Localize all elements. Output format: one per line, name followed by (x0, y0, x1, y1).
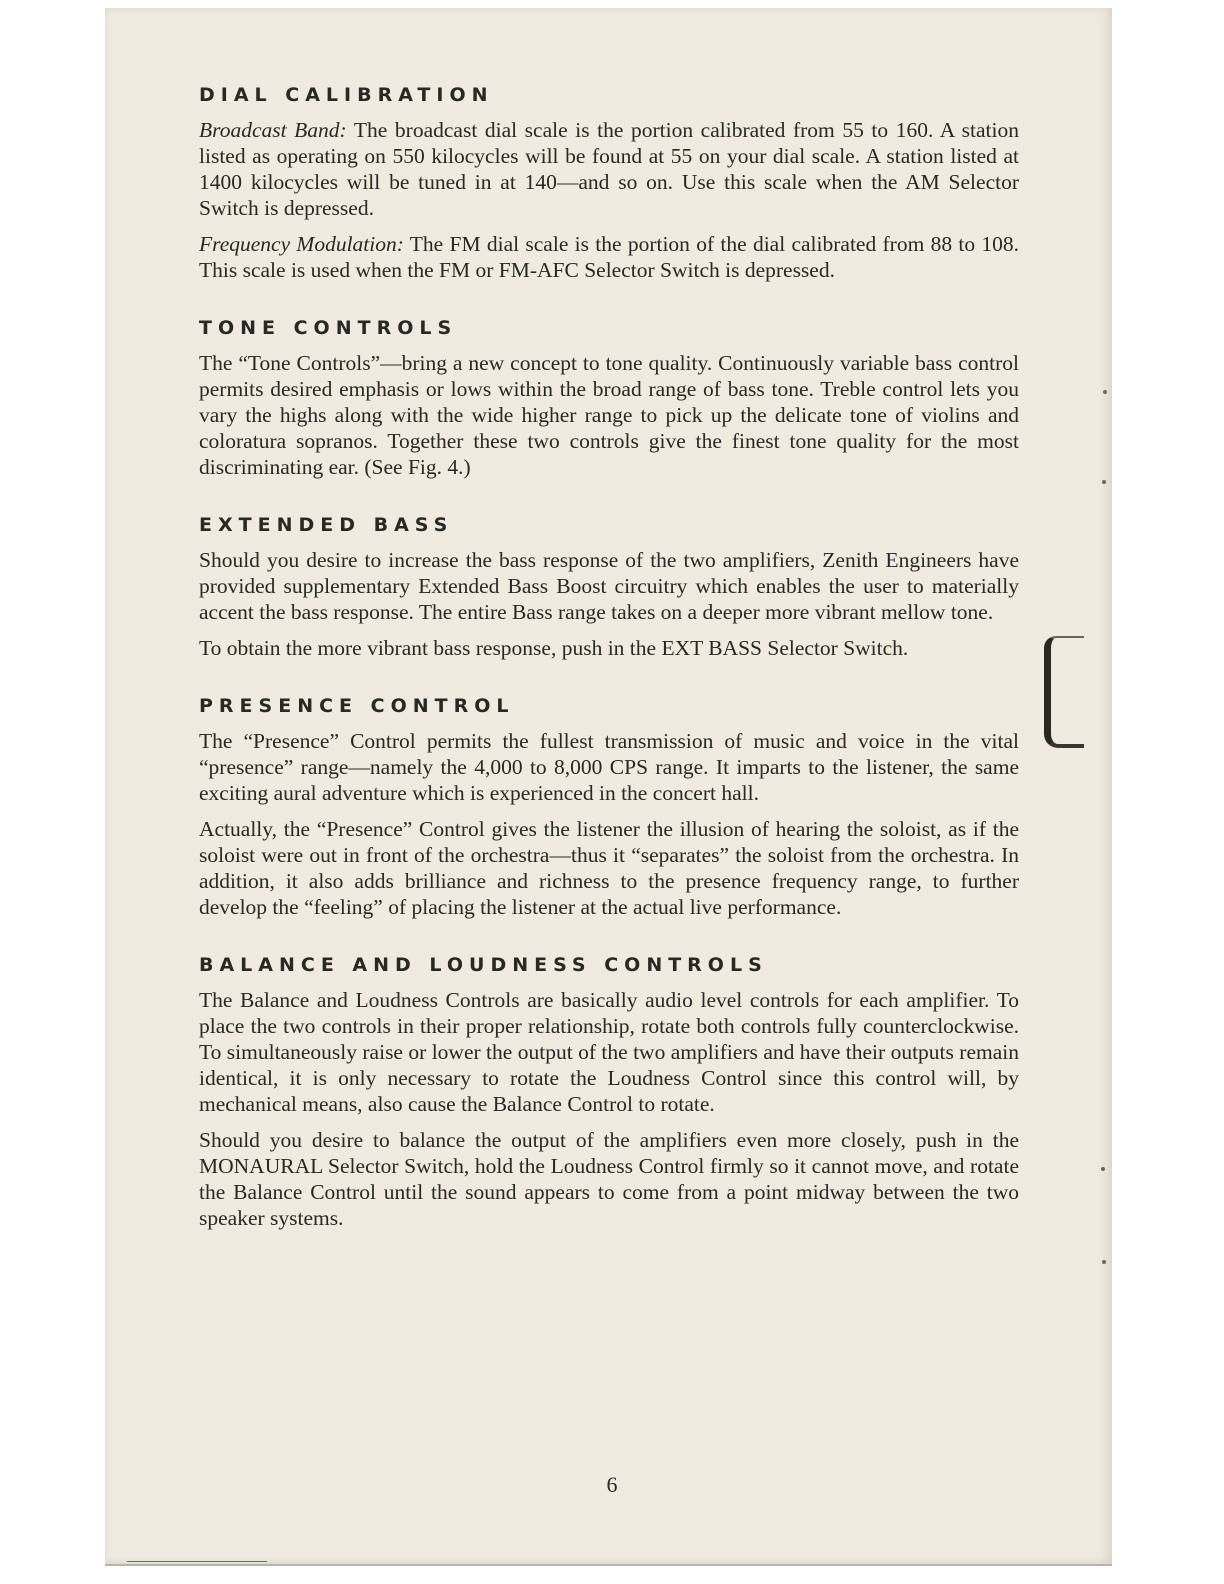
paper-speck (1102, 1260, 1106, 1264)
paragraph-text: Actually, the “Presence” Control gives the listener the illusion of hearing the soloist, as if the soloist were out in front of the orchestra—thus it “separates” the soloist from the orchestra. In addition, it also adds brilliance and richness to the presence frequency range, to further develop the “feeling” of placing the listener at the actual live performance. (199, 817, 1019, 919)
paragraph-text: The “Presence” Control permits the fullest transmission of music and voice in the vital “presence” range—namely the 4,000 to 8,000 CPS range. It imparts to the listener, the same exciting aural adventure which is experienced in the concert hall. (199, 729, 1019, 805)
paragraph-text: The Balance and Loudness Controls are basically audio level controls for each amplifier. To place the two controls in their proper relationship, rotate both controls fully counterclockwise. To simultaneously raise or lower the output of the two amplifiers and have their outputs remain identical, it is only necessary to rotate the Loudness Control since this control will, by mechanical means, also cause the Balance Control to rotate. (199, 988, 1019, 1116)
paragraph-text: Should you desire to balance the output of the amplifiers even more closely, push in the MONAURAL Selector Switch, hold the Loudness Control firmly so it cannot move, and rotate the Balance Control until the sound appears to come from a point midway between the two speaker systems. (199, 1128, 1019, 1230)
paragraph-lead: Frequency Modulation: (199, 232, 404, 256)
paragraph-text: The broadcast dial scale is the portion calibrated from 55 to 160. A station listed as operating on 550 kilocycles will be found at 55 on your dial scale. A station listed at 1400 kilocycles will be tuned in at 140—and so on. Use this scale when the AM Selector Switch is depressed. (199, 118, 1019, 220)
paper-speck (1101, 1167, 1105, 1171)
section-presence-control (199, 693, 1019, 920)
paragraph-lead: Broadcast Band: (199, 118, 347, 142)
section-heading: EXTENDED BASS (199, 514, 454, 536)
page-content (199, 82, 1019, 1263)
section-balance-loudness (199, 952, 1019, 1231)
binding-notch (1044, 636, 1084, 748)
page-edge (105, 1564, 1112, 1566)
paragraph-text: Should you desire to increase the bass response of the two amplifiers, Zenith Engineers have provided supplementary Extended Bass Boost circuitry which enables the user to materially accent the bass response. The entire Bass range takes on a deeper more vibrant mellow tone. (199, 548, 1019, 624)
paper-speck (1102, 480, 1106, 484)
section-dial-calibration (199, 82, 1019, 283)
section-heading: PRESENCE CONTROL (199, 695, 515, 717)
section-heading: DIAL CALIBRATION (199, 84, 494, 106)
paragraph (199, 231, 1019, 283)
page-edge-link (127, 1561, 267, 1562)
page-number: 6 (606, 1472, 618, 1497)
section-heading: TONE CONTROLS (199, 317, 458, 339)
paragraph-text: The “Tone Controls”—bring a new concept to tone quality. Continuously variable bass control permits desired emphasis or lows within the broad range of bass tone. Treble control lets you vary the highs along with the wide higher range to pick up the delicate tone of violins and coloratura sopranos. Together these two controls give the finest tone quality for the most discriminating ear. (See Fig. 4.) (199, 351, 1019, 479)
paragraph-text: To obtain the more vibrant bass response, push in the EXT BASS Selector Switch. (199, 636, 909, 660)
paragraph-text: The FM dial scale is the portion of the dial calibrated from 88 to 108. This scale is used when the FM or FM-AFC Selector Switch is depressed. (199, 232, 1019, 282)
paper-speck (1103, 390, 1107, 394)
section-heading: BALANCE AND LOUDNESS CONTROLS (199, 954, 768, 976)
section-tone-controls (199, 315, 1019, 480)
section-extended-bass (199, 512, 1019, 661)
paragraph (199, 117, 1019, 221)
